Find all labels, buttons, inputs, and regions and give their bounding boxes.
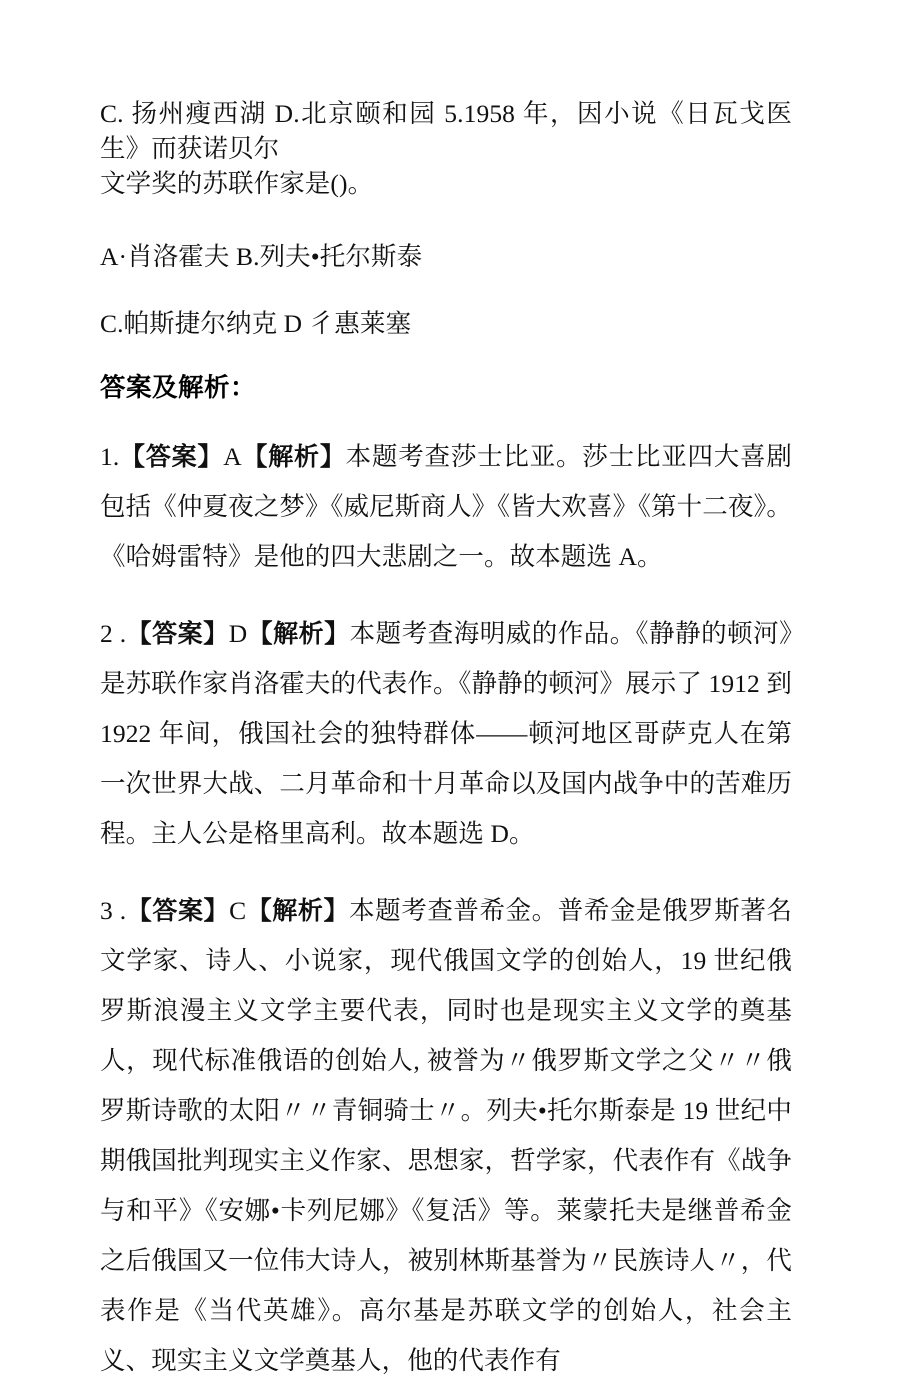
question-line-1: C. 扬州瘦西湖 D.北京颐和园 5.1958 年，因小说《日瓦戈医生》而获诺贝尔 bbox=[100, 99, 792, 163]
explanation-body: 本题考查莎士比亚。莎士比亚四大喜剧包括《仲夏夜之梦》《威尼斯商人》《皆大欢喜》《第十二夜》。《哈姆雷特》是他的四大悲剧之一。故本题选 A。 bbox=[100, 442, 792, 571]
answer-letter: C bbox=[229, 896, 247, 925]
spacer bbox=[100, 341, 792, 371]
document-body bbox=[100, 96, 792, 1386]
spacer bbox=[100, 582, 792, 609]
explanation-item bbox=[100, 886, 792, 1386]
answer-tag: 【答案】 bbox=[119, 443, 224, 471]
answer-letter: A bbox=[223, 442, 242, 471]
answers-section-heading: 答案及解析： bbox=[100, 374, 257, 402]
explanation-item bbox=[100, 609, 792, 859]
spacer bbox=[100, 859, 792, 886]
explanation-body: 本题考查普希金。普希金是俄罗斯著名文学家、诗人、小说家，现代俄国文学的创始人，19 世纪俄罗斯浪漫主义文学主要代表，同时也是现实主义文学的奠基人，现代标准俄语的创始人, 被誉为〃俄罗斯文学之父〃〃俄罗斯诗歌的太阳〃〃青铜骑士〃。列夫•托尔斯泰是 19 世纪中期俄国批判现实主义作家、思想家，哲学家，代表作有《战争与和平》《安娜•卡列尼娜》《复活》等。莱蒙托夫是继普希金之后俄国又一位伟大诗人，被别林斯基誉为〃民族诗人〃，代表作是《当代英雄》。高尔基是苏联文学的创始人，社会主义、现实主义文学奠基人，他的代表作有 bbox=[100, 896, 793, 1375]
explanation-index: 3 . bbox=[100, 896, 127, 925]
explanation-index: 1. bbox=[100, 442, 120, 471]
spacer bbox=[100, 201, 792, 239]
explanation-body: 本题考查海明威的作品。《静静的顿河》是苏联作家肖洛霍夫的代表作。《静静的顿河》展示了 1912 到 1922 年间，俄国社会的独特群体——顿河地区哥萨克人在第一次世界大战、二月革命和十月革命以及国内战争中的苦难历程。主人公是格里高利。故本题选 D。 bbox=[100, 619, 792, 848]
analysis-tag: 【解析】 bbox=[246, 897, 350, 925]
spacer bbox=[100, 405, 792, 432]
analysis-tag: 【解析】 bbox=[241, 443, 346, 471]
explanation-item bbox=[100, 432, 792, 582]
answer-tag: 【答案】 bbox=[126, 620, 229, 648]
answer-tag: 【答案】 bbox=[126, 897, 230, 925]
answer-letter: D bbox=[228, 619, 248, 648]
question-options-cd: C.帕斯捷尔纳克 D 彳惠莱塞 bbox=[100, 309, 412, 338]
spacer bbox=[100, 274, 792, 306]
explanation-index: 2 . bbox=[100, 619, 127, 648]
question-line-2: 文学奖的苏联作家是()。 bbox=[100, 169, 374, 198]
analysis-tag: 【解析】 bbox=[247, 620, 350, 648]
question-options-ab: A·肖洛霍夫 B.列夫•托尔斯泰 bbox=[100, 242, 423, 271]
